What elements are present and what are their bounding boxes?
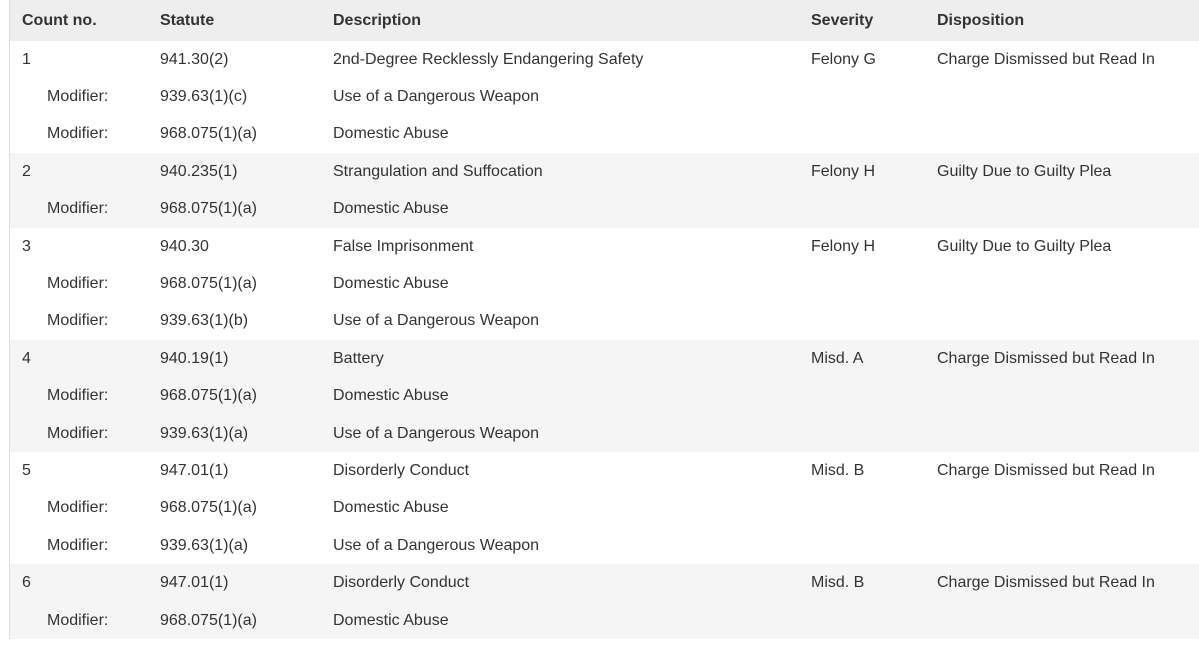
- count-number: 4: [22, 349, 31, 367]
- column-header-count: Count no.: [22, 11, 97, 29]
- statute-cell: 947.01(1): [160, 574, 229, 592]
- modifier-label: Modifier:: [47, 312, 109, 330]
- modifier-description: Use of a Dangerous Weapon: [333, 424, 540, 442]
- header-row: [10, 0, 1199, 41]
- statute-cell: 941.30(2): [160, 50, 229, 68]
- column-header-description: Description: [333, 11, 422, 29]
- modifier-row: [10, 116, 1199, 153]
- modifier-description: Domestic Abuse: [333, 125, 449, 143]
- column-header-statute: Statute: [160, 11, 215, 29]
- count-number: 5: [22, 461, 31, 479]
- modifier-description: Domestic Abuse: [333, 387, 449, 405]
- modifier-statute: 968.075(1)(a): [160, 499, 257, 517]
- table-header: [10, 0, 1199, 41]
- modifier-description: Domestic Abuse: [333, 200, 449, 218]
- severity-cell: Felony H: [811, 237, 876, 255]
- description-cell: Disorderly Conduct: [333, 574, 470, 592]
- modifier-statute: 939.63(1)(c): [160, 88, 248, 106]
- empty-severity-cell: [811, 191, 937, 228]
- modifier-description: Use of a Dangerous Weapon: [333, 312, 540, 330]
- count-row: [10, 228, 1199, 265]
- empty-severity-cell: [811, 602, 937, 639]
- modifier-statute: 939.63(1)(a): [160, 424, 249, 442]
- severity-cell: Felony G: [811, 50, 876, 68]
- modifier-row: [10, 490, 1199, 527]
- count-row: [10, 41, 1199, 78]
- modifier-label: Modifier:: [47, 611, 109, 629]
- modifier-description: Domestic Abuse: [333, 275, 449, 293]
- empty-disposition-cell: [937, 527, 1199, 564]
- modifier-statute: 968.075(1)(a): [160, 387, 257, 405]
- modifier-statute: 968.075(1)(a): [160, 611, 257, 629]
- column-header-disposition: Disposition: [937, 11, 1025, 29]
- severity-cell: Misd. A: [811, 349, 864, 367]
- empty-disposition-cell: [937, 191, 1199, 228]
- empty-severity-cell: [811, 78, 937, 115]
- empty-disposition-cell: [937, 602, 1199, 639]
- disposition-cell: Charge Dismissed but Read In: [937, 50, 1155, 68]
- count-row: [10, 452, 1199, 489]
- disposition-cell: Guilty Due to Guilty Plea: [937, 162, 1112, 180]
- empty-disposition-cell: [937, 415, 1199, 452]
- modifier-description: Domestic Abuse: [333, 611, 449, 629]
- disposition-cell: Guilty Due to Guilty Plea: [937, 237, 1112, 255]
- modifier-statute: 939.63(1)(b): [160, 312, 249, 330]
- modifier-description: Use of a Dangerous Weapon: [333, 536, 540, 554]
- count-row: [10, 564, 1199, 601]
- modifier-description: Use of a Dangerous Weapon: [333, 88, 540, 106]
- table-body: [10, 41, 1199, 639]
- modifier-label: Modifier:: [47, 424, 109, 442]
- modifier-row: [10, 415, 1199, 452]
- statute-cell: 947.01(1): [160, 461, 229, 479]
- empty-severity-cell: [811, 527, 937, 564]
- count-number: 3: [22, 237, 31, 255]
- modifier-row: [10, 265, 1199, 302]
- column-header-severity: Severity: [811, 11, 874, 29]
- empty-disposition-cell: [937, 303, 1199, 340]
- empty-severity-cell: [811, 265, 937, 302]
- description-cell: 2nd-Degree Recklessly Endangering Safety: [333, 50, 644, 68]
- disposition-cell: Charge Dismissed but Read In: [937, 349, 1155, 367]
- modifier-label: Modifier:: [47, 536, 109, 554]
- empty-severity-cell: [811, 303, 937, 340]
- charges-table: [10, 0, 1199, 639]
- empty-severity-cell: [811, 116, 937, 153]
- modifier-statute: 968.075(1)(a): [160, 275, 257, 293]
- modifier-label: Modifier:: [47, 200, 109, 218]
- statute-cell: 940.19(1): [160, 349, 229, 367]
- description-cell: Strangulation and Suffocation: [333, 162, 543, 180]
- empty-disposition-cell: [937, 265, 1199, 302]
- severity-cell: Misd. B: [811, 461, 865, 479]
- empty-severity-cell: [811, 490, 937, 527]
- count-row: [10, 340, 1199, 377]
- disposition-cell: Charge Dismissed but Read In: [937, 461, 1155, 479]
- description-cell: Battery: [333, 349, 384, 367]
- modifier-row: [10, 78, 1199, 115]
- empty-severity-cell: [811, 415, 937, 452]
- count-number: 1: [22, 50, 31, 68]
- count-number: 2: [22, 162, 31, 180]
- modifier-statute: 968.075(1)(a): [160, 200, 257, 218]
- empty-disposition-cell: [937, 378, 1199, 415]
- disposition-cell: Charge Dismissed but Read In: [937, 574, 1155, 592]
- severity-cell: Felony H: [811, 162, 876, 180]
- modifier-label: Modifier:: [47, 275, 109, 293]
- description-cell: False Imprisonment: [333, 237, 474, 255]
- modifier-statute: 968.075(1)(a): [160, 125, 257, 143]
- modifier-label: Modifier:: [47, 125, 109, 143]
- description-cell: Disorderly Conduct: [333, 461, 470, 479]
- modifier-statute: 939.63(1)(a): [160, 536, 249, 554]
- modifier-description: Domestic Abuse: [333, 499, 449, 517]
- modifier-label: Modifier:: [47, 88, 109, 106]
- statute-cell: 940.235(1): [160, 162, 238, 180]
- modifier-row: [10, 378, 1199, 415]
- empty-disposition-cell: [937, 490, 1199, 527]
- modifier-row: [10, 303, 1199, 340]
- count-row: [10, 153, 1199, 190]
- modifier-label: Modifier:: [47, 387, 109, 405]
- empty-disposition-cell: [937, 116, 1199, 153]
- modifier-row: [10, 191, 1199, 228]
- empty-disposition-cell: [937, 78, 1199, 115]
- modifier-row: [10, 602, 1199, 639]
- modifier-label: Modifier:: [47, 499, 109, 517]
- count-number: 6: [22, 574, 31, 592]
- empty-severity-cell: [811, 378, 937, 415]
- severity-cell: Misd. B: [811, 574, 865, 592]
- statute-cell: 940.30: [160, 237, 209, 255]
- modifier-row: [10, 527, 1199, 564]
- charges-table-container: [9, 0, 1199, 639]
